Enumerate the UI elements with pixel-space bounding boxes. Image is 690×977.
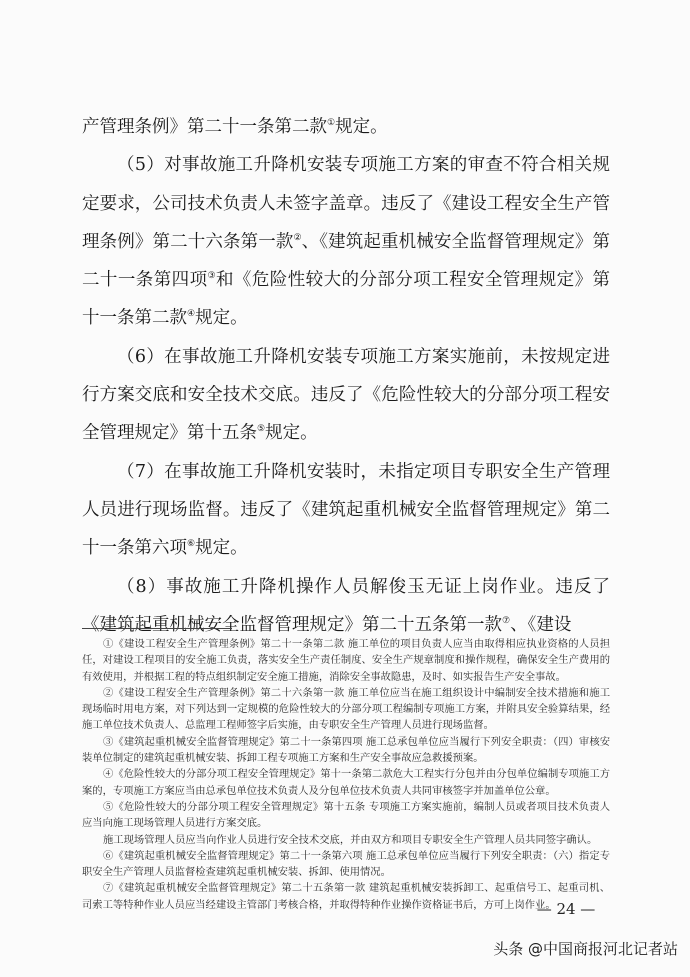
source-watermark: 头条 @中国商报河北记者站 — [493, 940, 678, 958]
footnote-4: ④《危险性较大的分部分项工程安全管理规定》第十一条第二款危大工程实行分包并由分包单位编制专项施工方案的，专项施工方案应当由总承包单位技术负责人及分包单位技术负责人共同审核签字并加盖单位公章。 — [82, 768, 610, 797]
paragraph-8: （8）事故施工升降机操作人员解俊玉无证上岗作业。违反了《建筑起重机械安全监督管理规定》第二十五条第一款⑦、《建设 — [82, 576, 610, 635]
footnote-divider — [82, 628, 232, 629]
footnote-5-continued: 施工现场管理人员应当向作业人员进行安全技术交底，并由双方和项目专职安全生产管理人员共同签字确认。 — [103, 833, 598, 846]
footnote-6: ⑥《建筑起重机械安全监督管理规定》第二十一条第六项 施工总承包单位应当履行下列安全职责：（六）指定专职安全生产管理人员监督检查建筑起重机械安装、拆卸、使用情况。 — [82, 849, 610, 879]
footnote-ref-6[interactable]: ⑥ — [187, 539, 196, 550]
footnote-ref-2[interactable]: ② — [293, 232, 302, 243]
footnote-ref-3[interactable]: ③ — [207, 271, 216, 282]
footnote-7: ⑦《建筑起重机械安全监督管理规定》第二十五条第一款 建筑起重机械安装拆卸工、起重信号工、起重司机、司索工等特种作业人员应当经建设主管部门考核合格，并取得特种作业操作资格证书后，方可上岗作业。 — [82, 882, 610, 911]
footnote-5: ⑤《危险性较大的分部分项工程安全管理规定》第十五条 专项施工方案实施前，编制人员或者项目技术负责人应当向施工现场管理人员进行方案交底。 — [82, 800, 610, 830]
paragraph-5: （5）对事故施工升降机安装专项施工方案的审查不符合相关规定要求，公司技术负责人未签字盖章。违反了《建设工程安全生产管理条例》第二十六条第一款②、《建筑起重机械安全监督管理规定》第二十一条第四项③和《危险性较大的分部分项工程安全管理规定》第十一条第二款④规定。 — [82, 155, 611, 329]
footnote-1: ①《建设工程安全生产管理条例》第二十一条第二款 施工单位的项目负责人应当由取得相应执业资格的人员担任，对建设工程项目的安全施工负责，落实安全生产责任制度、安全生产规章制度和操作规程，确保安全生产费用的有效使用，并根据工程的特点组织制定安全施工措施，消除安全事故隐患，及时、如实报告生产安全事故。 — [82, 638, 610, 683]
footnote-2: ②《建设工程安全生产管理条例》第二十六条第一款 施工单位应当在施工组织设计中编制安全技术措施和施工现场临时用电方案，对下列达到一定规模的危险性较大的分部分项工程编制专项施工方案，并附具安全验算结果，经施工单位技术负责人、总监理工程师签字后实施，由专职安全生产管理人员进行现场监督。 — [82, 686, 610, 732]
footnote-ref-5[interactable]: ⑤ — [257, 424, 266, 435]
footnotes — [82, 636, 610, 913]
footnote-ref-7[interactable]: ⑦ — [502, 615, 511, 626]
page-number: — 24 — — [536, 900, 596, 918]
body-text — [82, 108, 610, 644]
paragraph-6: （6）在事故施工升降机安装专项施工方案实施前，未按规定进行方案交底和安全技术交底。违反了《危险性较大的分部分项工程安全管理规定》第十五条⑤规定。 — [82, 346, 610, 444]
paragraph-7: （7）在事故施工升降机安装时，未指定项目专职安全生产管理人员进行现场监督。违反了《建筑起重机械安全监督管理规定》第二十一条第六项⑥规定。 — [82, 461, 610, 559]
paragraph-1: 产管理条例》第二十一条第二款①规定。 — [82, 117, 388, 137]
footnote-3: ③《建筑起重机械安全监督管理规定》第二十一条第四项 施工总承包单位应当履行下列安全职责：（四）审核安装单位制定的建筑起重机械安装、拆卸工程专项施工方案和生产安全事故应急救援预案。 — [82, 735, 610, 765]
footnote-ref-4[interactable]: ④ — [187, 309, 196, 320]
footnote-ref-1[interactable]: ① — [327, 118, 336, 128]
